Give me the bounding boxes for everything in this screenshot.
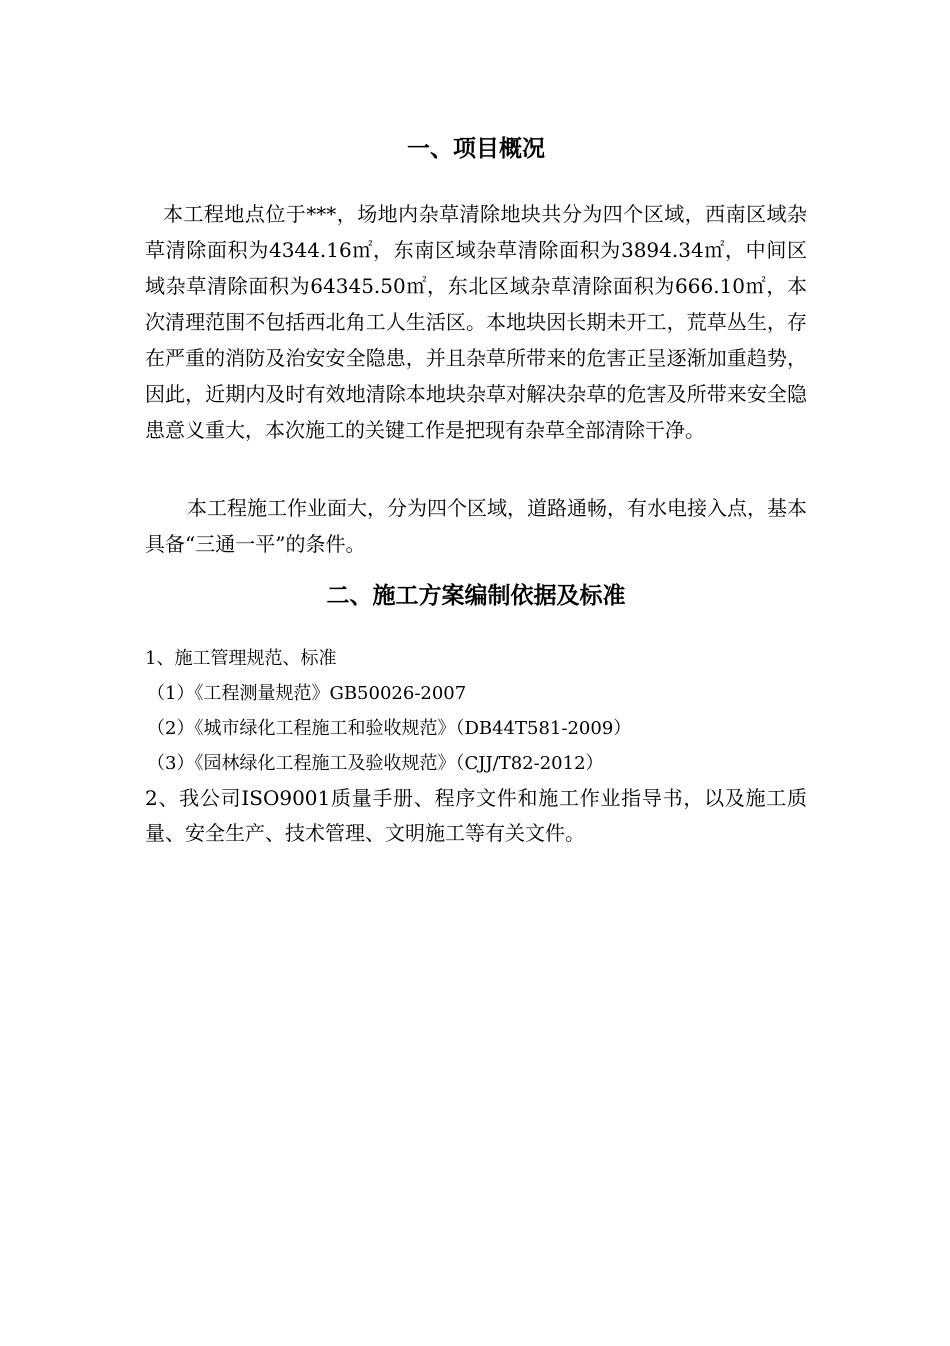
list-item-company-quality-documents: 2、我公司ISO9001质量手册、程序文件和施工作业指导书，以及施工质量、安全生产、技术管理、文明施工等有关文件。 [145, 786, 807, 845]
section-heading-basis-and-standards: 二、施工方案编制依据及标准 [326, 583, 626, 609]
paragraph-site-conditions: 本工程施工作业面大，分为四个区域，道路通畅，有水电接入点，基本具备“三通一平”的条件。 [145, 496, 807, 556]
standards-list [145, 641, 807, 851]
list-item-management-standards: 1、施工管理规范、标准 [145, 648, 337, 669]
section-heading-project-overview: 一、项目概况 [407, 136, 545, 162]
list-item-urban-greening-standard: （2）《城市绿化工程施工和验收规范》（DB44T581-2009） [147, 718, 632, 739]
list-item-landscape-greening-standard: （3）《园林绿化工程施工及验收规范》（CJJ/T82-2012） [147, 753, 604, 774]
paragraph-project-location: 本工程地点位于***，场地内杂草清除地块共分为四个区域，西南区域杂草清除面积为4344.16㎡，东南区域杂草清除面积为3894.34㎡，中间区域杂草清除面积为64345.50㎡，东北区域杂草清除面积为666.10㎡，本次清理范围不包括西北角工人生活区。本地块因长期未开工，荒草丛生，存在严重的消防及治安安全隐患，并且杂草所带来的危害正呈逐渐加重趋势，因此，近期内及时有效地清除本地块杂草对解决杂草的危害及所带来安全隐患意义重大，本次施工的关键工作是把现有杂草全部清除干净。 [145, 202, 807, 442]
list-item-survey-standard: （1）《工程测量规范》GB50026-2007 [147, 683, 467, 704]
